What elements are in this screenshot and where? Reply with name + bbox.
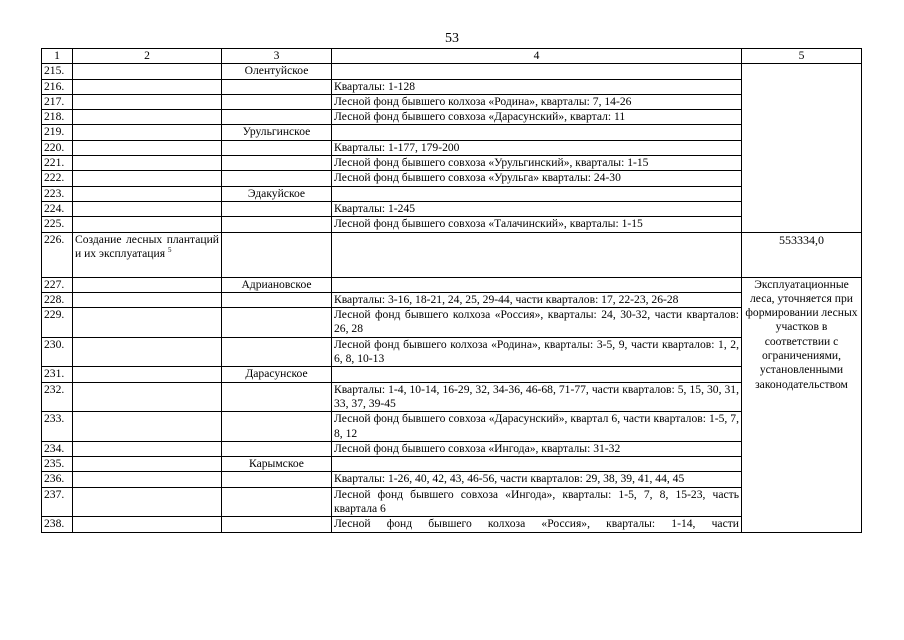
row-quarters: Кварталы: 1-26, 40, 42, 43, 46-56, части кварталов: 29, 38, 39, 41, 44, 45 <box>332 472 742 487</box>
row-purpose <box>73 171 222 186</box>
row-forestry: Эдакуйское <box>222 186 332 201</box>
row-purpose <box>73 441 222 456</box>
row-forestry <box>222 201 332 216</box>
row-forestry <box>222 412 332 442</box>
row-forestry: Урульгинское <box>222 125 332 140</box>
row-forestry <box>222 441 332 456</box>
row-forestry <box>222 487 332 517</box>
row-quarters: Лесной фонд бывшего совхоза «Ингода», кварталы: 1-5, 7, 8, 15-23, часть квартала 6 <box>332 487 742 517</box>
row-quarters: Лесной фонд бывшего совхоза «Дарасунский», квартал: 11 <box>332 110 742 125</box>
table-row <box>42 472 862 487</box>
row-purpose <box>73 186 222 201</box>
row-quarters: Лесной фонд бывшего колхоза «Родина», кварталы: 7, 14-26 <box>332 94 742 109</box>
row-number: 238. <box>42 517 73 532</box>
row-number: 224. <box>42 201 73 216</box>
table-row <box>42 64 862 79</box>
row-quarters: Лесной фонд бывшего совхоза «Талачинский», кварталы: 1-15 <box>332 217 742 232</box>
row-purpose <box>73 457 222 472</box>
table-row <box>42 487 862 517</box>
row-number: 237. <box>42 487 73 517</box>
row-purpose <box>73 110 222 125</box>
row-quarters: Лесной фонд бывшего совхоза «Дарасунский», квартал 6, части кварталов: 1-5, 7, 8, 12 <box>332 412 742 442</box>
row-purpose <box>73 156 222 171</box>
row-forestry: Дарасунское <box>222 367 332 382</box>
row-forestry: Адриановское <box>222 277 332 292</box>
row-number: 232. <box>42 382 73 412</box>
table-row <box>42 277 862 292</box>
table-row <box>42 186 862 201</box>
row-number: 231. <box>42 367 73 382</box>
table-row <box>42 125 862 140</box>
row-quarters <box>332 125 742 140</box>
row-number: 230. <box>42 337 73 367</box>
row-quarters: Лесной фонд бывшего колхоза «Россия», кварталы: 24, 30-32, части кварталов: 26, 28 <box>332 308 742 338</box>
row-purpose <box>73 472 222 487</box>
row-purpose <box>73 337 222 367</box>
row-number: 222. <box>42 171 73 186</box>
row-quarters <box>332 367 742 382</box>
table-row <box>42 292 862 307</box>
header-col-1: 1 <box>42 49 73 64</box>
row-purpose <box>73 487 222 517</box>
row-note-merged: Эксплуатационные леса, уточняется при формировании лесных участков в соответствии с ограничениями, установленными законодательством <box>742 277 862 532</box>
header-col-2: 2 <box>73 49 222 64</box>
row-area-blank <box>742 64 862 232</box>
row-forestry <box>222 110 332 125</box>
row-purpose <box>73 232 222 277</box>
table-row <box>42 94 862 109</box>
row-number: 223. <box>42 186 73 201</box>
table-row <box>42 412 862 442</box>
row-forestry: Олентуйское <box>222 64 332 79</box>
row-forestry <box>222 171 332 186</box>
row-quarters: Кварталы: 1-177, 179-200 <box>332 140 742 155</box>
row-purpose <box>73 308 222 338</box>
row-forestry <box>222 308 332 338</box>
row-purpose <box>73 79 222 94</box>
row-purpose <box>73 201 222 216</box>
purpose-text: Создание лесных плантаций и их эксплуатация <box>75 232 219 260</box>
row-quarters: Лесной фонд бывшего колхоза «Россия», кварталы: 1-14, части <box>332 517 742 532</box>
row-number: 235. <box>42 457 73 472</box>
row-forestry <box>222 472 332 487</box>
row-purpose <box>73 94 222 109</box>
row-number: 216. <box>42 79 73 94</box>
row-forestry: Карымское <box>222 457 332 472</box>
row-purpose <box>73 517 222 532</box>
table-header-row <box>42 49 862 64</box>
row-purpose <box>73 367 222 382</box>
table-row <box>42 308 862 338</box>
row-quarters: Кварталы: 1-128 <box>332 79 742 94</box>
row-quarters: Лесной фонд бывшего совхоза «Урульга» кварталы: 24-30 <box>332 171 742 186</box>
footnote-mark: 5 <box>167 246 172 254</box>
row-number: 218. <box>42 110 73 125</box>
table-row <box>42 441 862 456</box>
row-forestry <box>222 382 332 412</box>
row-forestry <box>222 94 332 109</box>
row-forestry <box>222 337 332 367</box>
table-row <box>42 367 862 382</box>
row-quarters: Лесной фонд бывшего колхоза «Родина», кварталы: 3-5, 9, части кварталов: 1, 2, 6, 8, 10-13 <box>332 337 742 367</box>
row-forestry <box>222 232 332 277</box>
row-number: 229. <box>42 308 73 338</box>
row-number: 221. <box>42 156 73 171</box>
row-number: 219. <box>42 125 73 140</box>
row-forestry <box>222 292 332 307</box>
table-row <box>42 171 862 186</box>
row-purpose <box>73 277 222 292</box>
table-row <box>42 217 862 232</box>
row-number: 215. <box>42 64 73 79</box>
row-quarters: Кварталы: 1-4, 10-14, 16-29, 32, 34-36, 46-68, 71-77, части кварталов: 5, 15, 30, 31, 33, 37, 39-45 <box>332 382 742 412</box>
row-number: 220. <box>42 140 73 155</box>
row-forestry <box>222 140 332 155</box>
row-quarters: Кварталы: 1-245 <box>332 201 742 216</box>
row-number: 225. <box>42 217 73 232</box>
table-row <box>42 79 862 94</box>
row-purpose <box>73 292 222 307</box>
forest-quarters-table <box>41 48 862 533</box>
row-number: 228. <box>42 292 73 307</box>
header-col-4: 4 <box>332 49 742 64</box>
row-purpose <box>73 412 222 442</box>
table-row <box>42 457 862 472</box>
row-purpose <box>73 382 222 412</box>
row-forestry <box>222 156 332 171</box>
row-number: 217. <box>42 94 73 109</box>
row-purpose <box>73 125 222 140</box>
row-quarters: Лесной фонд бывшего совхоза «Ингода», кварталы: 31-32 <box>332 441 742 456</box>
table-row <box>42 201 862 216</box>
table-row <box>42 517 862 532</box>
page-number: 53 <box>445 31 459 46</box>
table-row <box>42 232 862 277</box>
row-quarters <box>332 64 742 79</box>
table-row <box>42 382 862 412</box>
row-number: 236. <box>42 472 73 487</box>
row-quarters <box>332 186 742 201</box>
row-forestry <box>222 217 332 232</box>
header-col-3: 3 <box>222 49 332 64</box>
row-area: 553334,0 <box>742 232 862 277</box>
table-row <box>42 337 862 367</box>
table-row <box>42 140 862 155</box>
row-quarters: Кварталы: 3-16, 18-21, 24, 25, 29-44, части кварталов: 17, 22-23, 26-28 <box>332 292 742 307</box>
row-number: 233. <box>42 412 73 442</box>
row-number: 226. <box>42 232 73 277</box>
row-quarters: Лесной фонд бывшего совхоза «Урульгинский», кварталы: 1-15 <box>332 156 742 171</box>
table-row <box>42 110 862 125</box>
header-col-5: 5 <box>742 49 862 64</box>
row-quarters <box>332 277 742 292</box>
row-quarters <box>332 232 742 277</box>
row-forestry <box>222 79 332 94</box>
row-number: 227. <box>42 277 73 292</box>
table-row <box>42 156 862 171</box>
row-purpose <box>73 64 222 79</box>
row-purpose <box>73 217 222 232</box>
row-purpose <box>73 140 222 155</box>
row-forestry <box>222 517 332 532</box>
row-number: 234. <box>42 441 73 456</box>
row-quarters <box>332 457 742 472</box>
